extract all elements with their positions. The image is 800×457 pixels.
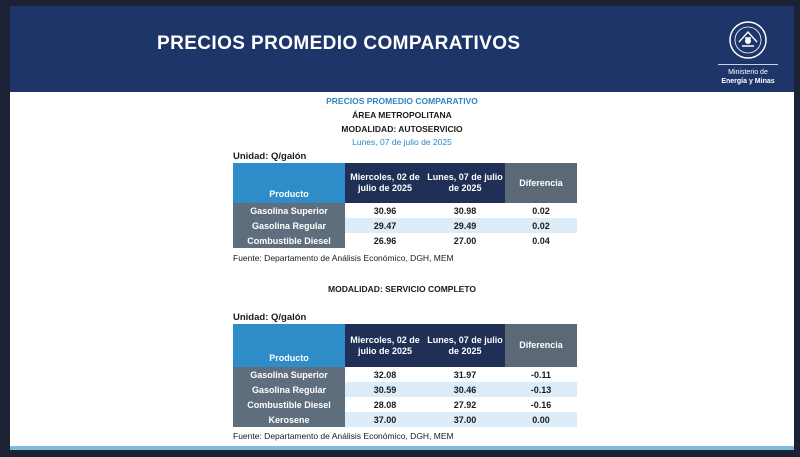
table-row	[233, 397, 577, 412]
report-area: ÁREA METROPOLITANA	[352, 110, 452, 120]
bottom-accent-strip	[10, 446, 794, 450]
logo-text-line1: Ministerio de	[728, 69, 768, 76]
col-header-product: Producto	[233, 163, 345, 203]
value-date2: 27.92	[425, 397, 505, 412]
table-row	[233, 367, 577, 382]
price-table-autoservicio	[233, 163, 577, 248]
table-row	[233, 233, 577, 248]
product-cell: Gasolina Superior	[233, 367, 345, 382]
value-date2: 30.46	[425, 382, 505, 397]
value-date1: 30.96	[345, 203, 425, 218]
report-date: Lunes, 07 de julio de 2025	[352, 137, 452, 147]
report-modalidad: MODALIDAD: AUTOSERVICIO	[341, 124, 463, 134]
table-row	[233, 203, 577, 218]
table2-modalidad: MODALIDAD: SERVICIO COMPLETO	[328, 284, 476, 294]
table-row	[233, 412, 577, 427]
table1-unit: Unidad: Q/galón	[233, 151, 307, 162]
value-date1: 28.08	[345, 397, 425, 412]
value-date2: 29.49	[425, 218, 505, 233]
header-banner	[10, 6, 794, 92]
value-date1: 30.59	[345, 382, 425, 397]
ministry-logo	[710, 20, 786, 90]
value-diff: 0.04	[505, 233, 577, 248]
logo-divider	[718, 64, 778, 65]
value-date1: 37.00	[345, 412, 425, 427]
table1-source: Fuente: Departamento de Análisis Económico, DGH, MEM	[233, 253, 454, 263]
table2-unit: Unidad: Q/galón	[233, 312, 307, 323]
value-date2: 37.00	[425, 412, 505, 427]
table-row	[233, 218, 577, 233]
value-diff: -0.16	[505, 397, 577, 412]
value-diff: 0.00	[505, 412, 577, 427]
product-cell: Gasolina Regular	[233, 382, 345, 397]
col-header-date2: Lunes, 07 de julio de 2025	[425, 324, 505, 367]
table-row	[233, 382, 577, 397]
col-header-date1: Miercoles, 02 de julio de 2025	[345, 324, 425, 367]
presentation-slide	[10, 6, 794, 450]
slide-title: PRECIOS PROMEDIO COMPARATIVOS	[157, 33, 521, 54]
col-header-product: Producto	[233, 324, 345, 367]
product-cell: Combustible Diesel	[233, 397, 345, 412]
price-table-servicio-completo	[233, 324, 577, 427]
logo-text-line2: Energía y Minas	[721, 78, 775, 85]
product-cell: Gasolina Superior	[233, 203, 345, 218]
value-date1: 32.08	[345, 367, 425, 382]
col-header-diff: Diferencia	[505, 324, 577, 367]
col-header-date2: Lunes, 07 de julio de 2025	[425, 163, 505, 203]
value-date2: 31.97	[425, 367, 505, 382]
product-cell: Gasolina Regular	[233, 218, 345, 233]
value-date2: 30.98	[425, 203, 505, 218]
value-date2: 27.00	[425, 233, 505, 248]
col-header-diff: Diferencia	[505, 163, 577, 203]
product-cell: Combustible Diesel	[233, 233, 345, 248]
guatemala-seal-icon	[728, 20, 768, 60]
col-header-date1: Miercoles, 02 de julio de 2025	[345, 163, 425, 203]
value-diff: 0.02	[505, 203, 577, 218]
value-diff: -0.13	[505, 382, 577, 397]
product-cell: Kerosene	[233, 412, 345, 427]
value-date1: 29.47	[345, 218, 425, 233]
report-title: PRECIOS PROMEDIO COMPARATIVO	[326, 96, 478, 106]
value-date1: 26.96	[345, 233, 425, 248]
value-diff: 0.02	[505, 218, 577, 233]
value-diff: -0.11	[505, 367, 577, 382]
table2-source: Fuente: Departamento de Análisis Económico, DGH, MEM	[233, 431, 454, 441]
